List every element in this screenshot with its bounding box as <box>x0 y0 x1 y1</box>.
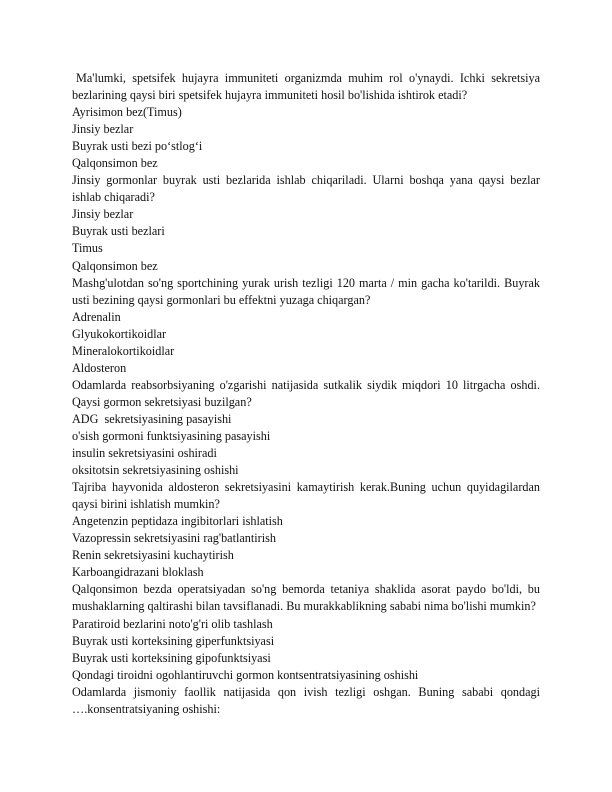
answer-option: Karboangidrazani bloklash <box>72 565 204 580</box>
answer-option: Glyukokortikoidlar <box>72 326 167 341</box>
answer-option: Buyrak usti korteksining giperfunktsiyasi <box>72 633 275 648</box>
question-text: Tajriba hayvonida aldosteron sekretsiyasini kamaytirish kerak.Buning uchun quyidagilardan qaysi birini ishlatish mumkin? <box>72 480 540 512</box>
answer-option: Aldosteron <box>72 360 127 375</box>
answer-option: Renin sekretsiyasini kuchaytirish <box>72 548 234 563</box>
question-text: Jinsiy gormonlar buyrak usti bezlarida ishlab chiqariladi. Ularni boshqa yana qaysi bezlar ishlab chiqaradi? <box>72 173 540 205</box>
answer-option: insulin sekretsiyasini oshiradi <box>72 446 217 461</box>
answer-option: Qalqonsimon bez <box>72 156 158 171</box>
answer-option: Angetenzin peptidaza ingibitorlari ishlatish <box>72 514 283 529</box>
answer-option: Paratiroid bezlarini noto'g'ri olib tashlash <box>72 616 273 631</box>
answer-option: ADG sekretsiyasining pasayishi <box>72 411 232 426</box>
question-text: Odamlarda reabsorbsiyaning o'zgarishi natijasida sutkalik siydik miqdori 10 litrgacha oshdi. Qaysi gormon sekretsiyasi buzilgan? <box>72 377 540 409</box>
answer-option: Buyrak usti bezlari <box>72 224 165 239</box>
document-page <box>72 70 540 718</box>
question-text: Odamlarda jismoniy faollik natijasida qon ivish tezligi oshgan. Buning sababi qondagi ….konsentratsiyaning oshishi: <box>72 684 540 716</box>
answer-option: Jinsiy bezlar <box>72 122 134 137</box>
question-text: Ma'lumki, spetsifek hujayra immuniteti organizmda muhim rol o'ynaydi. Ichki sekretsiya bezlarining qaysi biri spetsifek hujayra immuniteti hosil bo'lishida ishtirok etadi? <box>72 71 540 103</box>
answer-option: Qondagi tiroidni ogohlantiruvchi gormon kontsentratsiyasining oshishi <box>72 667 419 682</box>
answer-option: o'sish gormoni funktsiyasining pasayishi <box>72 428 271 443</box>
answer-option: Buyrak usti korteksining gipofunktsiyasi <box>72 650 271 665</box>
answer-option: Vazopressin sekretsiyasini rag'batlantirish <box>72 531 276 546</box>
answer-option: oksitotsin sekretsiyasining oshishi <box>72 463 239 478</box>
answer-option: Jinsiy bezlar <box>72 207 134 222</box>
question-text: Mashg'ulotdan so'ng sportchining yurak urish tezligi 120 marta / min gacha ko'tarildi. Buyrak usti bezining qaysi gormonlari bu effektni yuzaga chiqargan? <box>72 275 540 307</box>
answer-option: Buyrak usti bezi po‘stlog‘i <box>72 139 203 154</box>
answer-option: Qalqonsimon bez <box>72 258 158 273</box>
answer-option: Ayrisimon bez(Timus) <box>72 105 182 120</box>
answer-option: Timus <box>72 241 103 256</box>
answer-option: Mineralokortikoidlar <box>72 343 175 358</box>
answer-option: Adrenalin <box>72 309 121 324</box>
question-text: Qalqonsimon bezda operatsiyadan so'ng bemorda tetaniya shaklida asorat paydo bo'ldi, bu mushaklarning qaltirashi bilan tavsiflanadi. Bu murakkablikning sababi nima bo'lishi mumkin? <box>72 582 540 614</box>
